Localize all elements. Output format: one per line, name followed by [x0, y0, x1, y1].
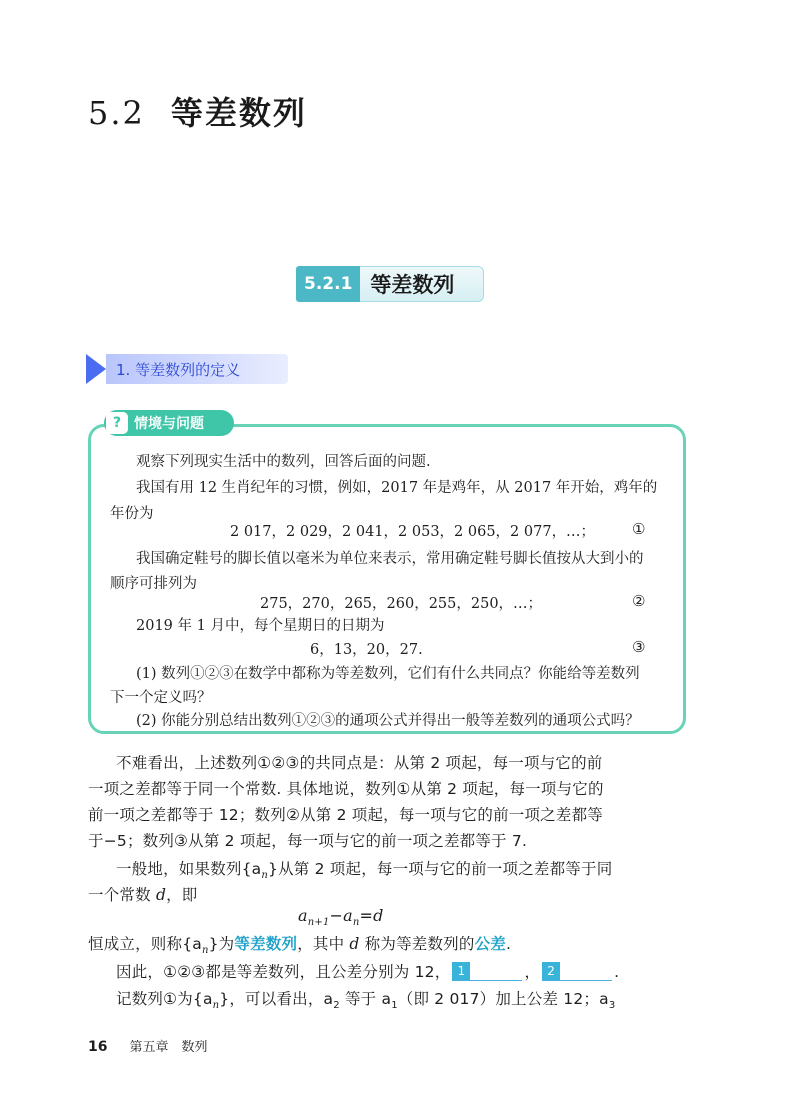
problem-box-tag-label: 情境与问题 — [134, 416, 204, 432]
box-line: 下一个定义吗？ — [110, 690, 212, 706]
chapter-label: 第五章 数列 — [129, 1040, 208, 1055]
box-line: 观察下列现实生活中的数列，回答后面的问题. — [136, 454, 431, 470]
blank-2[interactable]: 2 — [542, 962, 612, 981]
subsection-banner — [296, 266, 484, 302]
formula: $a_{n+1}-a_n=d$ — [298, 906, 384, 929]
term-common-difference: 公差 — [474, 935, 506, 953]
question-2: (2) 你能分别总结出数列①②③的通项公式并得出一般等差数列的通项公式吗？ — [136, 713, 640, 729]
fill-in-line: 因此，①②③都是等差数列，且公差分别为 12， 1 ， 2 . — [116, 963, 620, 981]
body-line: 于−5；数列③从第 2 项起，每一项与它的前一项之差都等于 7. — [88, 832, 528, 850]
question-icon: ? — [106, 412, 128, 434]
marker-2: ② — [632, 592, 646, 610]
body-line: 前一项之差都等于 12；数列②从第 2 项起，每一项与它的前一项之差都等 — [88, 806, 603, 824]
box-line: 我国有用 12 生肖纪年的习惯，例如，2017 年是鸡年，从 2017 年开始，鸡年的 — [136, 480, 658, 496]
subsection-number: 5.2.1 — [296, 266, 360, 302]
page-number: 16 — [88, 1039, 108, 1055]
blank-1[interactable]: 1 — [452, 962, 522, 981]
body-line: 一个常数 d，即 — [88, 886, 198, 904]
arrow-icon — [86, 354, 106, 384]
sequence-3: 6，13，20，27. — [310, 642, 423, 658]
box-line: 顺序可排列为 — [110, 576, 197, 592]
box-line: 我国确定鞋号的脚长值以毫米为单位来表示，常用确定鞋号脚长值按从大到小的 — [136, 551, 644, 567]
box-line: 年份为 — [110, 506, 154, 522]
topic-label: 1. 等差数列的定义 — [106, 354, 288, 384]
section-number: 5.2 — [88, 94, 145, 132]
sequence-1: 2 017，2 029，2 041，2 053，2 065，2 077，…； — [230, 524, 596, 540]
section-title — [88, 88, 307, 134]
body-line: 一般地，如果数列$\{a_n\}$从第 2 项起，每一项与它的前一项之差都等于同 — [116, 860, 613, 882]
topic-tag — [86, 354, 288, 384]
body-line: 一项之差都等于同一个常数. 具体地说，数列①从第 2 项起，每一项与它的 — [88, 780, 604, 798]
body-line: 不难看出，上述数列①②③的共同点是：从第 2 项起，每一项与它的前 — [116, 754, 603, 772]
definition-line: 恒成立，则称$\{a_n\}$为等差数列，其中 d 称为等差数列的公差. — [88, 935, 512, 957]
page-footer — [88, 1036, 208, 1055]
problem-box-tag — [104, 410, 234, 436]
box-line: 2019 年 1 月中，每个星期日的日期为 — [136, 618, 385, 634]
question-1: (1) 数列①②③在数学中都称为等差数列，它们有什么共同点？你能给等差数列 — [136, 666, 640, 682]
sequence-2: 275，270，265，260，255，250，…； — [260, 596, 543, 612]
term-arithmetic-sequence: 等差数列 — [234, 935, 298, 953]
marker-1: ① — [632, 520, 646, 538]
subsection-title: 等差数列 — [360, 266, 484, 302]
body-line: 记数列①为$\{a_n\}$，可以看出，$a_2$ 等于 $a_1$（即 2 017）加上公差 12；$a_3$ — [116, 990, 616, 1012]
marker-3: ③ — [632, 638, 646, 656]
section-title-text: 等差数列 — [170, 94, 307, 132]
